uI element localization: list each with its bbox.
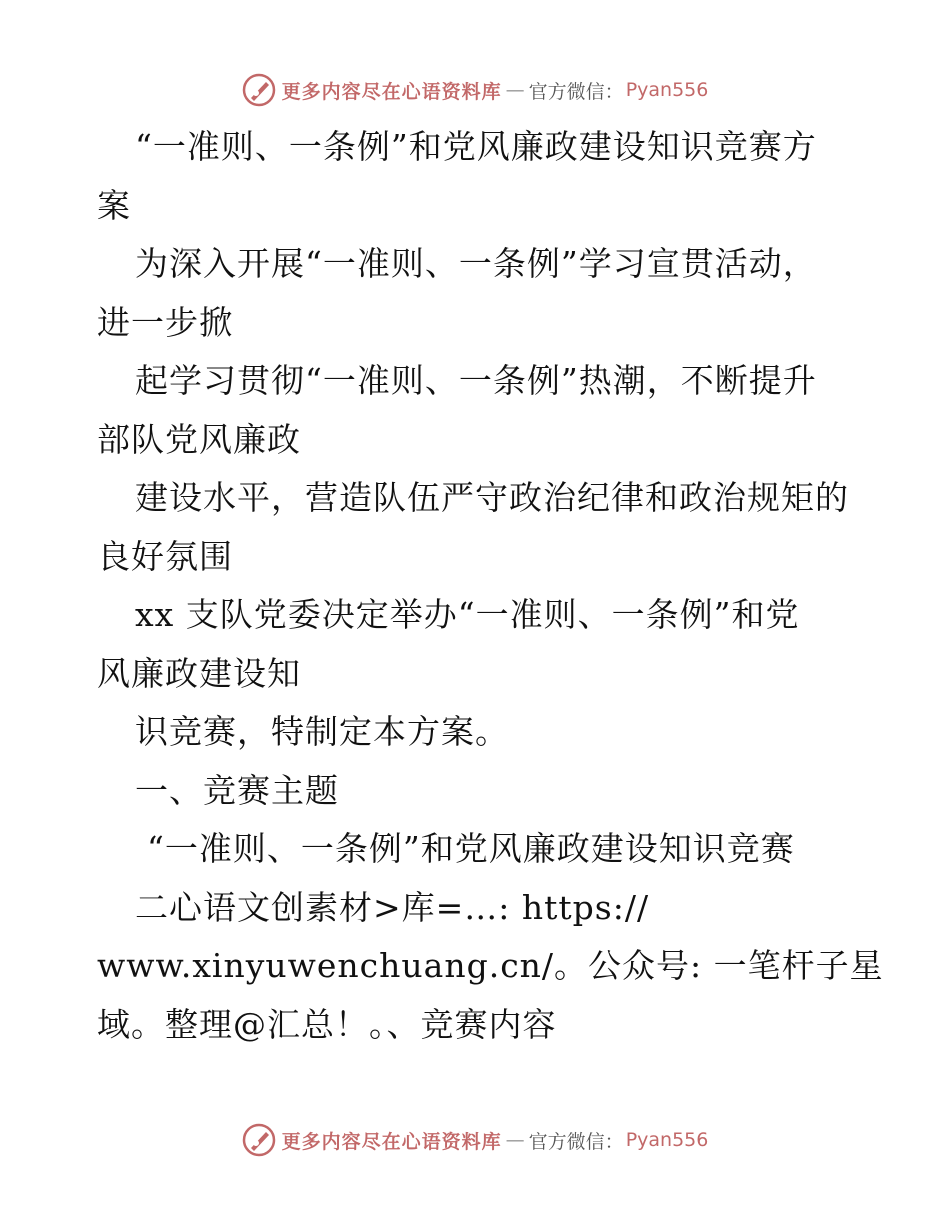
banner-separator: — <box>505 79 525 101</box>
section-theme: “一准则、一条例”和党风廉政建设知识竞赛 <box>147 829 795 868</box>
section-heading: 一、竞赛主题 <box>135 770 339 810</box>
document-body <box>97 118 884 1054</box>
banner-wechat-id: Pyan556 <box>625 1129 709 1151</box>
paragraph-line: 进一步掀 <box>97 302 233 342</box>
paragraph-line: 起学习贯彻“一准则、一条例”热潮，不断提升 <box>135 361 817 400</box>
pen-logo-icon <box>242 73 276 107</box>
paragraph-line: 为深入开展“一准则、一条例”学习宣贯活动， <box>135 244 817 283</box>
paragraph-line: 部队党风廉政 <box>97 419 301 459</box>
banner-title: 更多内容尽在心语资料库 <box>281 80 502 103</box>
footer-banner <box>0 1120 950 1160</box>
title-line: “一准则、一条例”和党风廉政建设知识竞赛方 <box>135 127 817 166</box>
paragraph-line: www.xinyuwenchuang.cn/。公众号: 一笔杆子星 <box>97 946 884 985</box>
paragraph-line: 建设水平，营造队伍严守政治纪律和政治规矩的 <box>135 478 849 517</box>
paragraph-line: 良好氛围 <box>97 536 233 576</box>
title-line-cont: 案 <box>97 185 131 225</box>
banner-wechat-label: 官方微信： <box>528 1130 624 1153</box>
paragraph-line: 识竞赛，特制定本方案。 <box>135 712 509 751</box>
paragraph-line: 域。整理@汇总！。、竞赛内容 <box>97 1004 557 1044</box>
paragraph-line: 二心语文创素材>库=…: https:// <box>135 887 650 927</box>
banner-wechat-id: Pyan556 <box>625 79 709 101</box>
paragraph-line: 风廉政建设知 <box>97 653 301 693</box>
banner-separator: — <box>505 1129 525 1151</box>
paragraph-line: xx 支队党委决定举办“一准则、一条例”和党 <box>135 595 800 634</box>
pen-logo-icon <box>242 1123 276 1157</box>
header-banner <box>0 70 950 110</box>
banner-wechat-label: 官方微信： <box>528 80 624 103</box>
banner-title: 更多内容尽在心语资料库 <box>281 1130 502 1153</box>
